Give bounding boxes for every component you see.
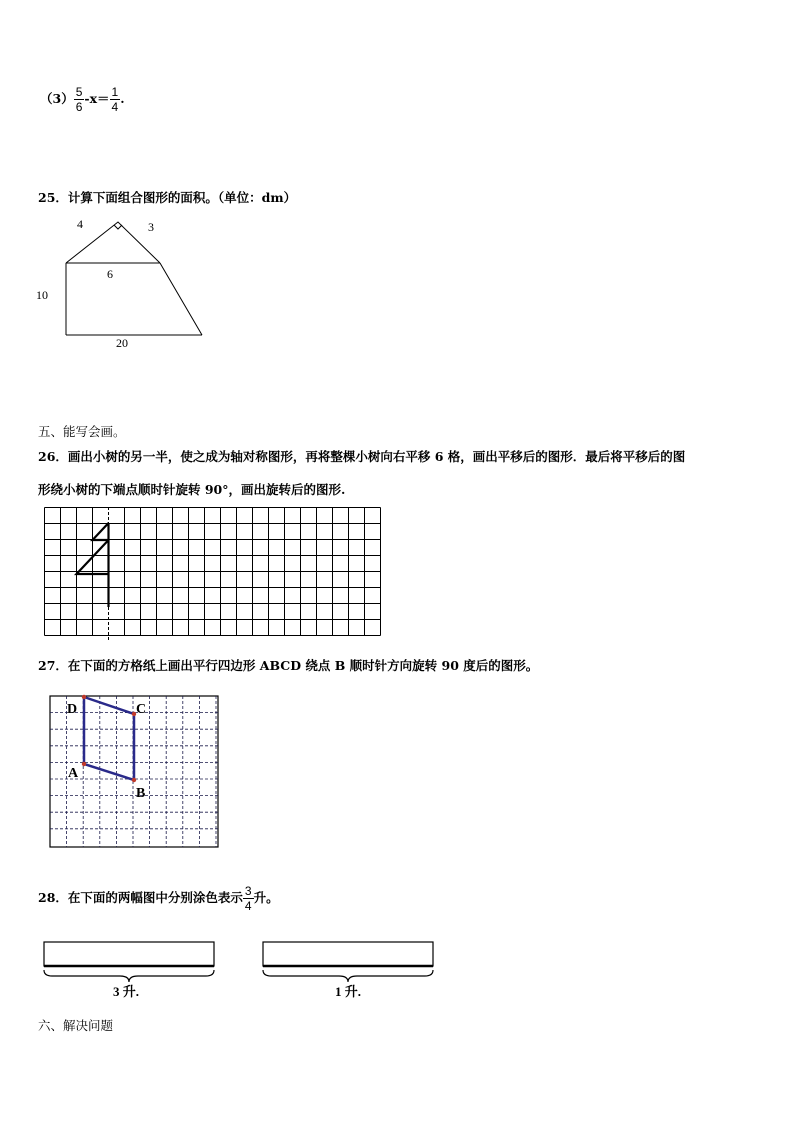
question-26-line1: 26．画出小树的另一半，使之成为轴对称图形，再将整棵小树向右平移 6 格，画出平移后的图形．最后将平移后的图 (38, 449, 686, 464)
section-5-heading: 五、能写会画。 (38, 424, 126, 439)
equation-end: . (120, 91, 125, 106)
point-a-label: A (68, 766, 79, 781)
section-6-heading: 六、解决问题 (38, 1018, 114, 1033)
label-3-liters: 3 升. (113, 984, 140, 999)
point-c-label: C (136, 702, 147, 717)
tree-grid (44, 507, 384, 644)
fraction-3-4: $\frac{3}{4}$ (244, 884, 252, 913)
question-28 (38, 885, 279, 912)
question-28-text: 28．在下面的两幅图中分别涂色表示 (38, 890, 243, 905)
fraction-1-4: $\frac{1}{4}$ (111, 85, 119, 114)
equation-mid: -x＝ (84, 91, 110, 106)
question-25: 25．计算下面组合图形的面积。（单位：dm） (38, 190, 297, 205)
label-10: 10 (36, 288, 48, 302)
question-28-unit: 升。 (253, 890, 279, 905)
label-4: 4 (77, 217, 83, 231)
point-d-label: D (67, 702, 78, 717)
question-26-line2: 形绕小树的下端点顺时针旋转 90°，画出旋转后的图形. (38, 482, 346, 497)
composite-figure (30, 210, 220, 355)
parallelogram-abcd (84, 697, 134, 780)
parallelogram-grid (48, 694, 222, 851)
equation-3 (40, 86, 125, 113)
equation-label: （3） (40, 91, 74, 106)
grid-lines (45, 508, 381, 636)
label-3: 3 (148, 220, 154, 234)
container-1-liter (259, 938, 439, 1008)
container-3-liters (40, 938, 220, 1008)
question-27: 27．在下面的方格纸上画出平行四边形 ABCD 绕点 B 顺时针方向旋转 90 度后的图形。 (38, 658, 539, 673)
label-6: 6 (107, 267, 113, 281)
point-b-label: B (136, 786, 146, 801)
label-1-liter: 1 升. (335, 984, 362, 999)
fraction-5-6: $\frac{5}{6}$ (75, 85, 83, 114)
label-20: 20 (116, 336, 128, 350)
vertex-points (82, 695, 136, 782)
